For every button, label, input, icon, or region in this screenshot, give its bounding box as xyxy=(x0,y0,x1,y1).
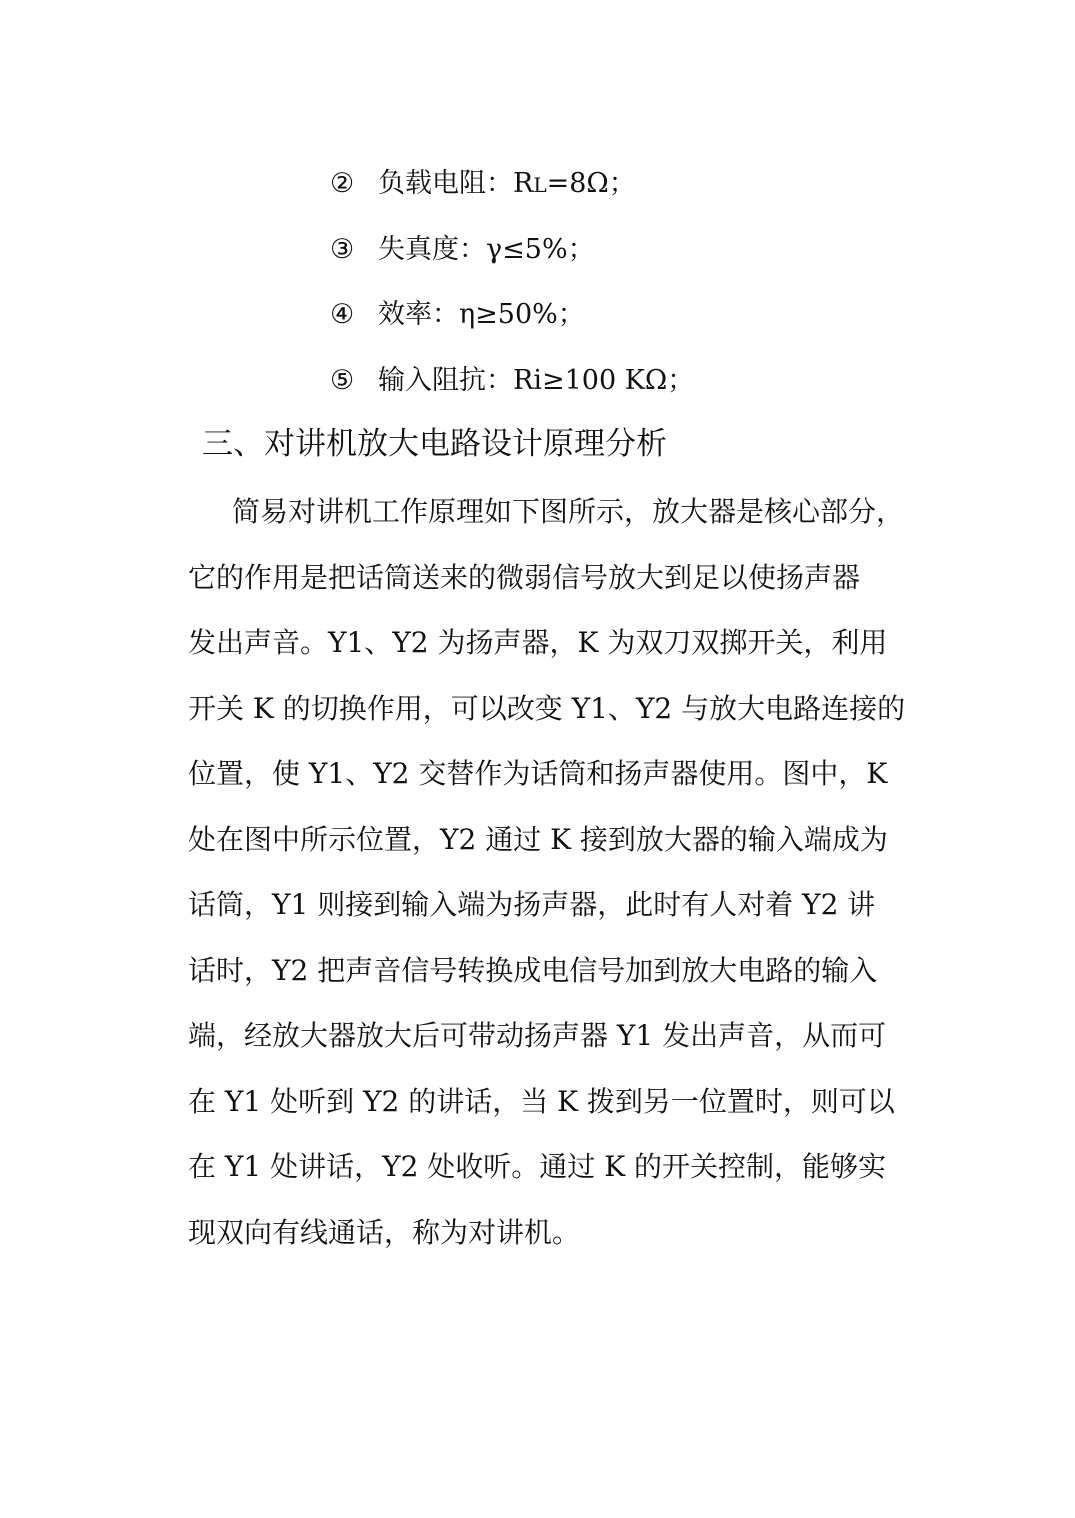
paragraph-line: 话时，Y2 把声音信号转换成电信号加到放大电路的输入 xyxy=(188,953,878,987)
requirement-value: =8Ω； xyxy=(546,168,636,199)
resistance-subscript: L xyxy=(533,173,547,197)
paragraph-line: 在 Y1 处讲话，Y2 处收听。通过 K 的开关控制，能够实 xyxy=(188,1150,887,1183)
requirement-item-input-impedance xyxy=(330,353,694,419)
paragraph-line: 现双向有线通话，称为对讲机。 xyxy=(188,1215,581,1249)
requirement-number: ④ xyxy=(330,299,355,330)
paragraph-line: 简易对讲机工作原理如下图所示，放大器是核心部分， xyxy=(232,495,905,528)
paragraph-line: 端，经放大器放大后可带动扬声器 Y1 发出声音，从而可 xyxy=(188,1019,887,1052)
requirements-list xyxy=(330,156,694,418)
paragraph-line: 发出声音。Y1、Y2 为扬声器，K 为双刀双掷开关，利用 xyxy=(188,626,888,659)
paragraph-line: 话筒，Y1 则接到输入端为扬声器，此时有人对着 Y2 讲 xyxy=(188,888,876,921)
paragraph-line: 在 Y1 处听到 Y2 的讲话，当 K 拨到另一位置时，则可以 xyxy=(188,1084,895,1118)
section-heading: 三、对讲机放大电路设计原理分析 xyxy=(202,426,667,462)
requirement-item-efficiency xyxy=(330,287,694,353)
requirement-item-load-resistance xyxy=(330,156,694,222)
requirement-text: 效率：η≥50%； xyxy=(378,299,585,330)
requirement-text: 失真度：γ≤5%； xyxy=(378,233,595,265)
requirement-number: ② xyxy=(330,168,355,199)
requirement-label: 负载电阻： xyxy=(378,168,513,199)
requirement-number: ③ xyxy=(330,233,355,265)
body-paragraph xyxy=(188,484,905,1270)
paragraph-line: 它的作用是把话筒送来的微弱信号放大到足以使扬声器 xyxy=(188,560,861,594)
paragraph-line: 开关 K 的切换作用，可以改变 Y1、Y2 与放大电路连接的 xyxy=(188,691,906,725)
resistance-symbol: R xyxy=(513,168,534,199)
paragraph-line: 位置，使 Y1、Y2 交替作为话筒和扬声器使用。图中，K xyxy=(188,757,888,790)
requirement-text: 输入阻抗：Ri≥100 KΩ； xyxy=(378,364,695,396)
requirement-number: ⑤ xyxy=(330,364,355,396)
requirement-item-distortion xyxy=(330,222,694,288)
paragraph-line: 处在图中所示位置，Y2 通过 K 接到放大器的输入端成为 xyxy=(188,822,888,856)
